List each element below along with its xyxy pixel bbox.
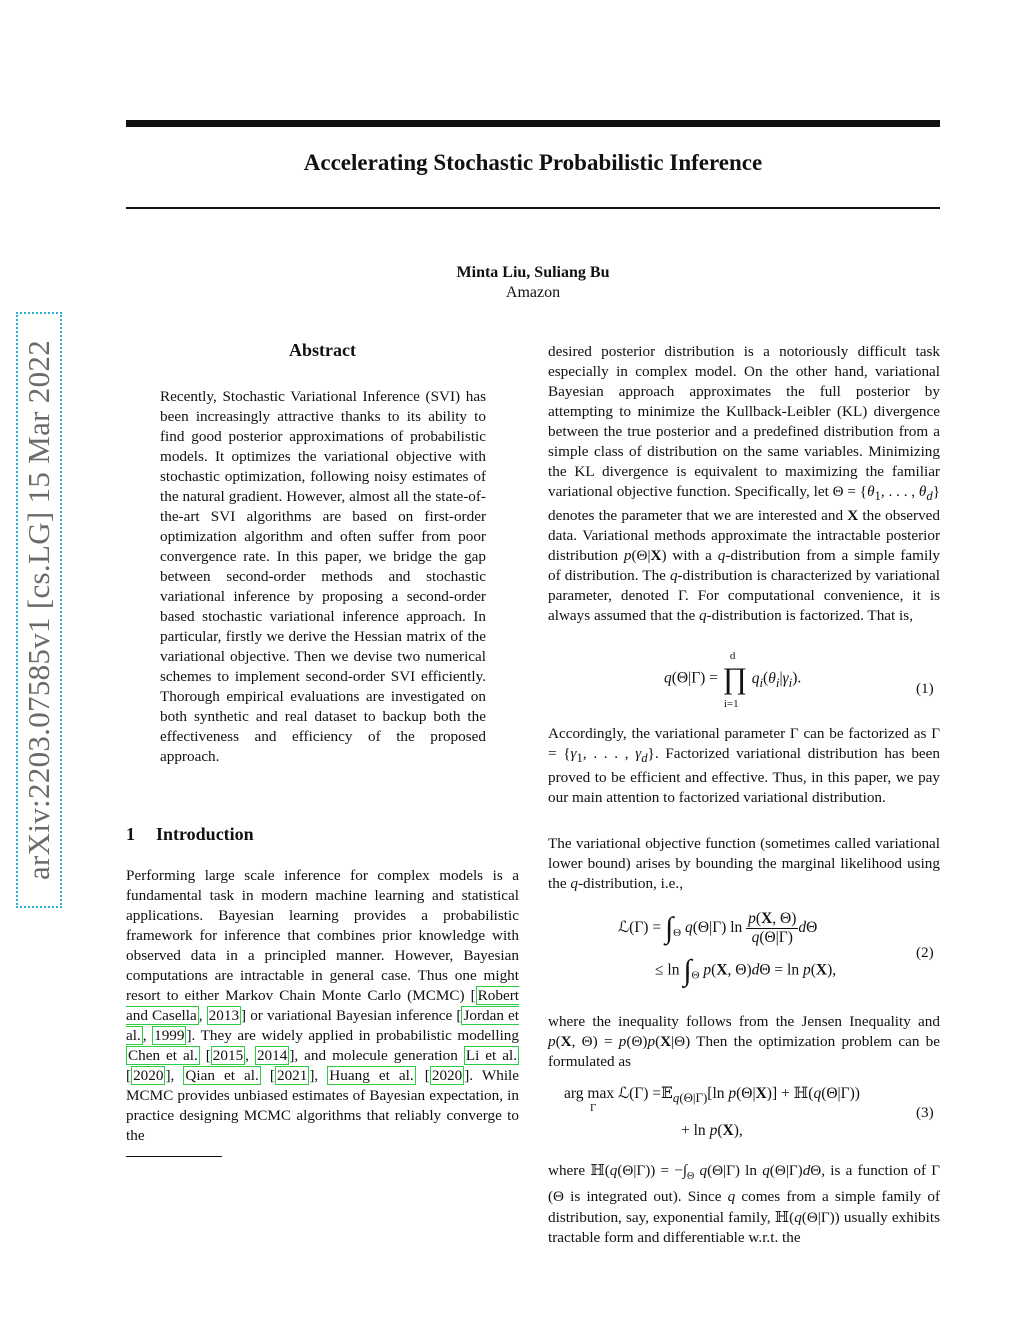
equation-number: (3) (916, 1104, 934, 1121)
body-text: with a (672, 547, 712, 565)
footnote-rule (126, 1156, 222, 1157)
title-rule-top (126, 120, 940, 127)
equation-3-line-1: arg max Γ ℒ(Γ) =𝔼$_{q(\Theta|\Gamma)}$[ln p(Θ|X)] + ℍ(q(Θ|Γ)) (564, 1084, 860, 1114)
intro-text: ] or variational Bayesian inference [ (241, 1007, 462, 1024)
author-block (126, 263, 940, 303)
arxiv-stamp[interactable] (16, 312, 62, 908)
citation-link[interactable]: 2014 (256, 1047, 288, 1064)
citation-link[interactable]: 2015 (212, 1047, 244, 1064)
introduction-body (126, 866, 519, 1146)
abstract-heading: Abstract (289, 340, 356, 360)
equation-2-line-1: ℒ(Γ) = $\int_\Theta$ q(Θ|Γ) ln $\frac{p(X, \Theta)}{q(\Theta|\Gamma)}$ dΘ (618, 910, 818, 946)
right-paragraph-1: desired posterior distribution is a notoriously difficult task especially in complex model. On the other hand, variational Bayesian approach approximates the full posterior by attempting to minimize the Kullback-Leibler (KL) divergence between the true posterior and a predefined distribution from a simple class of distribution on the same variables. Minimizing the KL divergence is equivalent to maximizing the familiar variational objective function. Specifically, let $\Theta = \{\theta_1$, . . . , $\theta_d$} denotes the parameter that we are interested and X the observed data. Variational methods approximate the intractable posterior distribution p(Θ|X) with a q-distribution from a simple family of distribution. The q-distribution is characterized by variational parameter, denoted Γ. For computational convenience, it is always assumed that the q-distribution is factorized. That is, (548, 343, 941, 625)
body-text: The variational objective function (sometimes called variational lower bound) arises by bounding the marginal likelihood using the (548, 835, 940, 892)
citation-link[interactable]: Qian et al. (185, 1067, 259, 1084)
body-text: usually exhibits tractable form and differentiable w.r.t. the (548, 1209, 940, 1247)
citation-link[interactable]: Li et al. (465, 1047, 517, 1064)
author-names: Minta Liu, Suliang Bu (456, 264, 610, 281)
citation-link[interactable]: 2021 (276, 1067, 308, 1084)
body-text: Then the optimization problem can be formulated as (548, 1033, 941, 1070)
section-number: 1 (126, 824, 135, 844)
body-text: the observed data. Variational methods approximate the intractable posterior distribution (548, 507, 941, 565)
citation-link[interactable]: 2020 (133, 1067, 164, 1084)
equation-3-line-2: + ln p(X), (681, 1122, 743, 1139)
affiliation: Amazon (505, 284, 561, 301)
introduction-paragraph: Performing large scale inference for complex models is a fundamental task in modern machine learning and statistical applications. Bayesian learning provides a probabilistic framework for inference that combines prior knowledge with observed data in a principled manner. However, Bayesian computations are intractable in general case. Thus one might resort to either Markov Chain Monte Carlo (MCMC) [ Robert and Casella , 2013 ] or variational Bayesian inference [ Jordan et al. , 1999 ]. They are widely applied in probabilistic modelling Chen et al. [ 2015 , 2014 ], and molecule generation Li et al. [ 2020 ], Qian et al. [ 2021 ], Huang et al. [ 2020 ]. While MCMC provides unbiased estimates of Bayesian expectation, in practice designing MCMC algorithms that reliably converge to the (126, 867, 519, 1144)
section-title: Introduction (156, 824, 254, 844)
citation-link[interactable]: Jordan et al. (126, 1007, 519, 1044)
citation-link[interactable]: Huang et al. (329, 1067, 414, 1084)
section-heading-introduction (126, 824, 254, 845)
body-text: , is a function of Γ (Θ is integrated out). Since (548, 1162, 941, 1206)
body-text: where the inequality follows from the Jensen Inequality and (548, 1013, 940, 1030)
body-text: -distribution is characterized by variational parameter, denoted Γ. For computational convenience, it is always assumed that the (548, 567, 940, 625)
body-text: -distribution is factorized. That is, (706, 607, 913, 625)
title-rule-bottom (126, 207, 940, 209)
right-paragraph-3: The variational objective function (sometimes called variational lower bound) arises by bounding the marginal likelihood using the q-distribution, i.e., (548, 835, 940, 892)
body-text: denotes the parameter that we are interested and (548, 507, 844, 525)
citation-link[interactable]: Chen et al. (128, 1047, 198, 1064)
intro-text: ]. While MCMC provides unbiased estimates of Bayesian expectation, in practice designing MCMC algorithms that reliably converge to the (126, 1067, 519, 1144)
body-text: -distribution, i.e., (577, 875, 683, 892)
equation-1: q(Θ|Γ) = ∏ d i=1 $q_i(\theta_i|\gamma_i)$. (664, 650, 802, 710)
citation-link[interactable]: 2013 (208, 1007, 240, 1024)
body-text: -distribution from a simple family of distribution. The (548, 547, 941, 585)
citation-link[interactable]: Robert and Casella (126, 987, 519, 1024)
body-text: comes from a simple family of distribution, say, exponential family, (548, 1188, 940, 1227)
paper-title: Accelerating Stochastic Probabilistic Inference (303, 150, 763, 175)
citation-link[interactable]: 1999 (154, 1027, 185, 1044)
intro-text: Performing large scale inference for complex models is a fundamental task in modern machine learning and statistical applications. Bayesian learning provides a probabilistic framework for inference that combines prior knowledge with observed data in a principled manner. However, Bayesian computations are intractable in general case. Thus one might resort to either Markov Chain Monte Carlo (MCMC) [ (126, 867, 519, 1004)
body-text: . Factorized variational distribution has been proved to be efficient and effective. Thus, in this paper, we pay our main attention to factorized variational distribution. (548, 745, 940, 807)
intro-text: ]. They are widely applied in probabilistic modelling (186, 1027, 519, 1044)
abstract-text: Recently, Stochastic Variational Inference (SVI) has been increasingly attractive thanks to its ability to find good posterior approximations of probabilistic models. It optimizes the variational objective with stochastic optimization, following noisy estimates of the natural gradient. However, almost all the state-of-the-art SVI algorithms are based on first-order optimization algorithm and often suffer from poor convergence rate. In this paper, we bridge the gap between second-order methods and stochastic variational inference by proposing a second-order based stochastic variational inference approach. In particular, firstly we derive the Hessian matrix of the variational objective. Then we devise two numerical schemes to implement second-order SVI efficiently. Thorough empirical evaluations are investigated on both synthetic and real dataset to backup both the effectiveness and efficiency of the proposed approach. (160, 388, 486, 765)
body-text: Accordingly, the variational parameter Γ can be factorized as (548, 725, 927, 742)
equation-2-line-2: ≤ $\ln \int_\Theta$ p(X, Θ)dΘ = ln p(X), (655, 954, 837, 987)
right-paragraph-2: Accordingly, the variational parameter Γ can be factorized as $\Gamma = \{\gamma_1$, . . . , $\gamma_d$}. Factorized variational distribution has been proved to be efficient and effective. Thus, in this paper, we pay our main attention to factorized variational distribution. (548, 725, 940, 807)
equation-number: (1) (916, 680, 934, 697)
body-text: desired posterior distribution is a notoriously difficult task especially in complex model. On the other hand, variational Bayesian approach approximates the full posterior by attempting to minimize the Kullback-Leibler (KL) divergence between the true posterior and a predefined distribution from a simple class of distribution on the same variables. Minimizing the KL divergence is equivalent to maximizing the familiar variational objective function. Specifically, let (548, 343, 940, 500)
right-paragraph-4: where the inequality follows from the Jensen Inequality and p(X, Θ) = p(Θ)p(X|Θ) Then the optimization problem can be formulated as (548, 1013, 941, 1070)
intro-text: ], and molecule generation (289, 1047, 464, 1064)
arxiv-id: arXiv:2203.07585v1 [cs.LG] 15 Mar 2022 (21, 339, 56, 881)
abstract-body (160, 387, 486, 767)
equation-number: (2) (916, 944, 934, 961)
body-text: where (548, 1162, 586, 1179)
citation-link[interactable]: 2020 (431, 1067, 463, 1084)
right-paragraph-5: where ℍ(q(Θ|Γ)) = $-\int_\Theta$ q(Θ|Γ) ln q(Θ|Γ)dΘ, is a function of Γ (Θ is integrated out). Since q comes from a simple family of distribution, say, exponential family, ℍ(q(Θ|Γ)) usually exhibits tractable form and differentiable w.r.t. the (548, 1161, 941, 1247)
